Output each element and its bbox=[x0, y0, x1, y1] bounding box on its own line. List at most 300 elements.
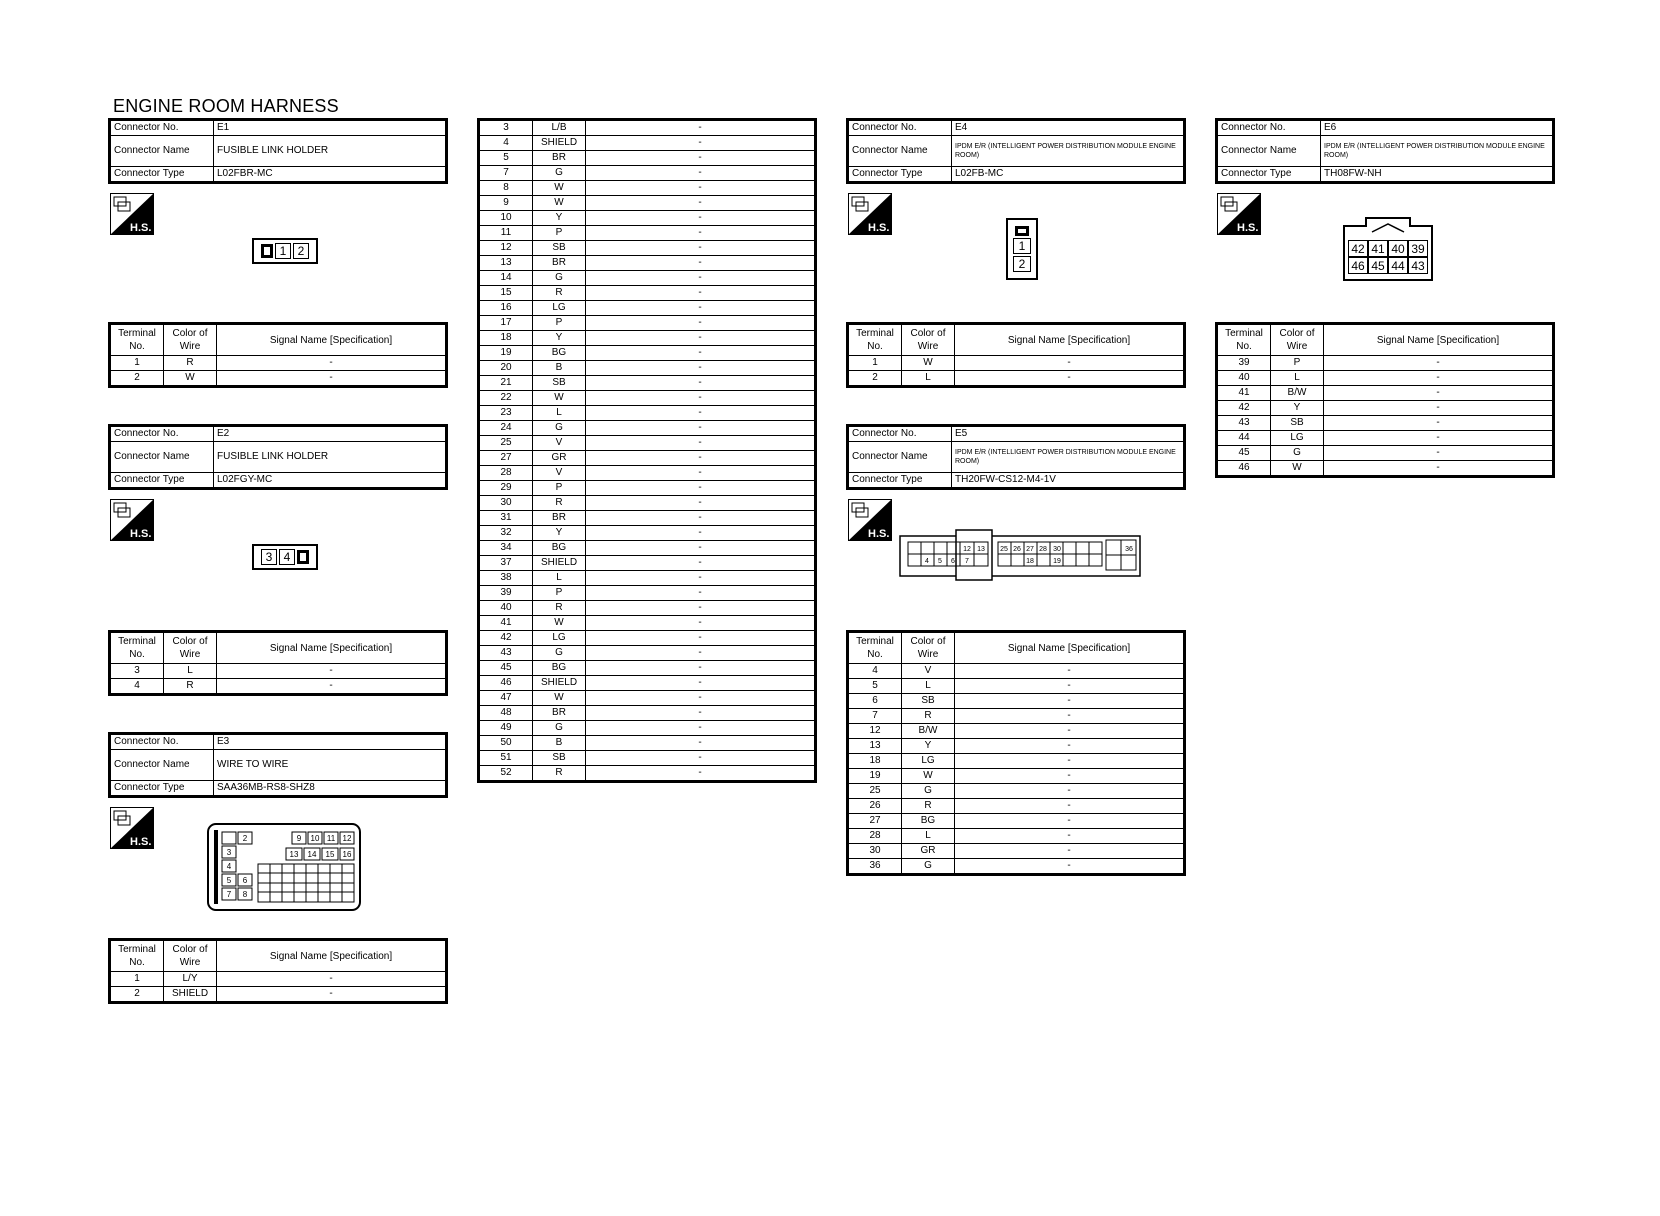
signal-name: - bbox=[217, 664, 447, 679]
terminal-no: 52 bbox=[479, 766, 533, 782]
wire-color: Y bbox=[902, 739, 955, 754]
table-row bbox=[848, 754, 1185, 769]
wire-color: W bbox=[902, 769, 955, 784]
terminal-no: 38 bbox=[479, 571, 533, 586]
wire-color: SHIELD bbox=[533, 556, 586, 571]
terminal-no: 2 bbox=[848, 371, 902, 387]
e2-name: FUSIBLE LINK HOLDER bbox=[214, 442, 447, 473]
terminal-no: 12 bbox=[848, 724, 902, 739]
wire-color: G bbox=[533, 271, 586, 286]
signal-name: - bbox=[586, 676, 816, 691]
table-row bbox=[1217, 431, 1554, 446]
terminal-no: 42 bbox=[479, 631, 533, 646]
svg-text:H.S.: H.S. bbox=[130, 528, 152, 540]
signal-name: - bbox=[1324, 446, 1554, 461]
label-connector-name: Connector Name bbox=[110, 442, 214, 473]
table-row bbox=[479, 541, 816, 556]
signal-name: - bbox=[955, 664, 1185, 679]
signal-name: - bbox=[217, 356, 447, 371]
label-signal-name: Signal Name [Specification] bbox=[955, 324, 1185, 356]
terminal-no: 5 bbox=[479, 151, 533, 166]
label-connector-type: Connector Type bbox=[1217, 167, 1321, 183]
label-connector-no: Connector No. bbox=[110, 426, 214, 442]
terminal-no: 13 bbox=[479, 256, 533, 271]
wire-color: P bbox=[533, 481, 586, 496]
terminal-no: 51 bbox=[479, 751, 533, 766]
table-row bbox=[848, 859, 1185, 875]
signal-name: - bbox=[586, 481, 816, 496]
svg-text:19: 19 bbox=[1053, 558, 1061, 565]
signal-name: - bbox=[586, 556, 816, 571]
signal-name: - bbox=[217, 371, 447, 387]
terminal-no: 45 bbox=[479, 661, 533, 676]
label-connector-no: Connector No. bbox=[848, 426, 952, 442]
e6-terminal-table bbox=[1215, 322, 1555, 478]
wire-color: P bbox=[533, 226, 586, 241]
wire-color: L bbox=[902, 679, 955, 694]
terminal-no: 42 bbox=[1217, 401, 1271, 416]
label-connector-type: Connector Type bbox=[110, 167, 214, 183]
wire-color: R bbox=[902, 709, 955, 724]
signal-name: - bbox=[955, 694, 1185, 709]
terminal-no: 3 bbox=[110, 664, 164, 679]
wire-color: B/W bbox=[1271, 386, 1324, 401]
e6-pin: 41 bbox=[1368, 240, 1388, 257]
terminal-no: 45 bbox=[1217, 446, 1271, 461]
signal-name: - bbox=[586, 286, 816, 301]
terminal-no: 39 bbox=[479, 586, 533, 601]
signal-name: - bbox=[586, 451, 816, 466]
table-row bbox=[848, 739, 1185, 754]
table-row bbox=[479, 556, 816, 571]
wire-color: G bbox=[533, 421, 586, 436]
terminal-no: 30 bbox=[848, 844, 902, 859]
signal-name: - bbox=[955, 769, 1185, 784]
table-row bbox=[479, 751, 816, 766]
terminal-no: 4 bbox=[479, 136, 533, 151]
table-row bbox=[479, 481, 816, 496]
terminal-no: 30 bbox=[479, 496, 533, 511]
table-row bbox=[848, 829, 1185, 844]
e2-no: E2 bbox=[214, 426, 447, 442]
hs-icon bbox=[848, 193, 892, 235]
connector-e3-info bbox=[108, 732, 448, 798]
wire-color: Y bbox=[1271, 401, 1324, 416]
svg-text:H.S.: H.S. bbox=[130, 836, 152, 848]
e6-pin: 44 bbox=[1388, 257, 1408, 274]
table-row bbox=[479, 181, 816, 196]
wire-color: SHIELD bbox=[164, 987, 217, 1003]
e3-no: E3 bbox=[214, 734, 447, 750]
signal-name: - bbox=[955, 799, 1185, 814]
table-row bbox=[479, 736, 816, 751]
label-color-of-wire: Color of Wire bbox=[902, 324, 955, 356]
wire-color: BR bbox=[533, 511, 586, 526]
table-row bbox=[479, 526, 816, 541]
terminal-no: 28 bbox=[848, 829, 902, 844]
table-row bbox=[848, 799, 1185, 814]
signal-name: - bbox=[586, 391, 816, 406]
wire-color: V bbox=[533, 466, 586, 481]
e3-continued-table bbox=[477, 118, 817, 783]
wire-color: Y bbox=[533, 331, 586, 346]
terminal-no: 49 bbox=[479, 721, 533, 736]
terminal-no: 9 bbox=[479, 196, 533, 211]
table-row bbox=[479, 676, 816, 691]
wire-color: L bbox=[902, 829, 955, 844]
table-row bbox=[479, 196, 816, 211]
terminal-no: 8 bbox=[479, 181, 533, 196]
e3-terminal-table bbox=[108, 938, 448, 1004]
wire-color: G bbox=[533, 721, 586, 736]
table-row bbox=[479, 706, 816, 721]
svg-text:4: 4 bbox=[226, 862, 232, 871]
table-row bbox=[479, 211, 816, 226]
wire-color: G bbox=[902, 784, 955, 799]
e3-name: WIRE TO WIRE bbox=[214, 750, 447, 781]
label-signal-name: Signal Name [Specification] bbox=[217, 940, 447, 972]
terminal-no: 1 bbox=[848, 356, 902, 371]
signal-name: - bbox=[586, 691, 816, 706]
connector-e4-info bbox=[846, 118, 1186, 184]
table-row bbox=[110, 371, 447, 387]
wire-color: L/B bbox=[533, 120, 586, 136]
label-connector-no: Connector No. bbox=[848, 120, 952, 136]
label-connector-type: Connector Type bbox=[110, 781, 214, 797]
table-row bbox=[848, 709, 1185, 724]
label-color-of-wire: Color of Wire bbox=[164, 940, 217, 972]
e4-type: L02FB-MC bbox=[952, 167, 1185, 183]
signal-name: - bbox=[586, 646, 816, 661]
label-connector-type: Connector Type bbox=[110, 473, 214, 489]
wire-color: R bbox=[533, 601, 586, 616]
table-row bbox=[479, 451, 816, 466]
wire-color: BR bbox=[533, 256, 586, 271]
label-connector-type: Connector Type bbox=[848, 473, 952, 489]
wire-color: SB bbox=[533, 751, 586, 766]
signal-name: - bbox=[586, 751, 816, 766]
signal-name: - bbox=[586, 361, 816, 376]
svg-text:7: 7 bbox=[226, 890, 232, 899]
wire-color: V bbox=[902, 664, 955, 679]
signal-name: - bbox=[955, 356, 1185, 371]
signal-name: - bbox=[955, 679, 1185, 694]
signal-name: - bbox=[586, 631, 816, 646]
wire-color: LG bbox=[902, 754, 955, 769]
signal-name: - bbox=[586, 271, 816, 286]
table-row bbox=[479, 376, 816, 391]
signal-name: - bbox=[955, 784, 1185, 799]
table-row bbox=[479, 661, 816, 676]
e6-name: IPDM E/R (INTELLIGENT POWER DISTRIBUTION MODULE ENGINE ROOM) bbox=[1324, 143, 1545, 159]
terminal-no: 12 bbox=[479, 241, 533, 256]
e3-connector-face bbox=[206, 822, 362, 912]
terminal-no: 6 bbox=[848, 694, 902, 709]
signal-name: - bbox=[586, 721, 816, 736]
wire-color: Y bbox=[533, 526, 586, 541]
table-row bbox=[848, 769, 1185, 784]
table-row bbox=[110, 972, 447, 987]
signal-name: - bbox=[586, 151, 816, 166]
table-row bbox=[1217, 371, 1554, 386]
wire-color: B bbox=[533, 736, 586, 751]
terminal-no: 21 bbox=[479, 376, 533, 391]
label-terminal-no: Terminal No. bbox=[1217, 324, 1271, 356]
label-connector-name: Connector Name bbox=[110, 136, 214, 167]
terminal-no: 25 bbox=[479, 436, 533, 451]
table-row bbox=[110, 664, 447, 679]
table-row bbox=[1217, 416, 1554, 431]
signal-name: - bbox=[1324, 386, 1554, 401]
svg-text:16: 16 bbox=[342, 850, 352, 859]
label-connector-name: Connector Name bbox=[848, 442, 952, 473]
e2-pin: 4 bbox=[279, 549, 295, 565]
svg-text:5: 5 bbox=[226, 876, 232, 885]
signal-name: - bbox=[955, 754, 1185, 769]
wire-color: R bbox=[902, 799, 955, 814]
terminal-no: 41 bbox=[1217, 386, 1271, 401]
terminal-no: 40 bbox=[1217, 371, 1271, 386]
signal-name: - bbox=[586, 601, 816, 616]
label-terminal-no: Terminal No. bbox=[110, 940, 164, 972]
terminal-no: 14 bbox=[479, 271, 533, 286]
svg-text:12: 12 bbox=[342, 834, 352, 843]
terminal-no: 2 bbox=[110, 987, 164, 1003]
wire-color: G bbox=[533, 646, 586, 661]
wire-color: W bbox=[902, 356, 955, 371]
wire-color: R bbox=[533, 286, 586, 301]
svg-text:H.S.: H.S. bbox=[868, 222, 890, 234]
wire-color: P bbox=[533, 586, 586, 601]
wire-color: BG bbox=[533, 541, 586, 556]
table-row bbox=[848, 784, 1185, 799]
e1-no: E1 bbox=[214, 120, 447, 136]
table-row bbox=[479, 286, 816, 301]
label-signal-name: Signal Name [Specification] bbox=[217, 632, 447, 664]
wire-color: R bbox=[533, 766, 586, 782]
wire-color: SB bbox=[533, 376, 586, 391]
wire-color: LG bbox=[533, 301, 586, 316]
signal-name: - bbox=[217, 972, 447, 987]
wire-color: P bbox=[1271, 356, 1324, 371]
terminal-no: 43 bbox=[1217, 416, 1271, 431]
table-row bbox=[848, 664, 1185, 679]
wire-color: W bbox=[533, 196, 586, 211]
terminal-no: 28 bbox=[479, 466, 533, 481]
wire-color: L bbox=[902, 371, 955, 387]
signal-name: - bbox=[586, 541, 816, 556]
terminal-no: 46 bbox=[479, 676, 533, 691]
table-row bbox=[479, 120, 816, 136]
e6-type: TH08FW-NH bbox=[1321, 167, 1554, 183]
svg-text:12: 12 bbox=[963, 546, 971, 553]
signal-name: - bbox=[586, 436, 816, 451]
table-row bbox=[479, 361, 816, 376]
terminal-no: 3 bbox=[479, 120, 533, 136]
hs-icon bbox=[110, 807, 154, 849]
terminal-no: 19 bbox=[479, 346, 533, 361]
terminal-no: 13 bbox=[848, 739, 902, 754]
wire-color: W bbox=[533, 181, 586, 196]
terminal-no: 26 bbox=[848, 799, 902, 814]
signal-name: - bbox=[955, 709, 1185, 724]
svg-text:25: 25 bbox=[1000, 546, 1008, 553]
terminal-no: 23 bbox=[479, 406, 533, 421]
terminal-no: 19 bbox=[848, 769, 902, 784]
wire-color: BG bbox=[533, 346, 586, 361]
signal-name: - bbox=[1324, 371, 1554, 386]
terminal-no: 18 bbox=[848, 754, 902, 769]
e2-type: L02FGY-MC bbox=[214, 473, 447, 489]
table-row bbox=[848, 724, 1185, 739]
e2-pin: 3 bbox=[261, 549, 277, 565]
table-row bbox=[479, 241, 816, 256]
wire-color: BR bbox=[533, 706, 586, 721]
signal-name: - bbox=[586, 496, 816, 511]
signal-name: - bbox=[586, 196, 816, 211]
signal-name: - bbox=[217, 987, 447, 1003]
signal-name: - bbox=[586, 661, 816, 676]
table-row bbox=[479, 586, 816, 601]
svg-text:15: 15 bbox=[325, 850, 335, 859]
e4-connector-face bbox=[1006, 218, 1038, 280]
svg-text:27: 27 bbox=[1026, 546, 1034, 553]
svg-text:5: 5 bbox=[938, 558, 942, 565]
signal-name: - bbox=[955, 724, 1185, 739]
svg-text:18: 18 bbox=[1026, 558, 1034, 565]
wire-color: R bbox=[164, 679, 217, 695]
table-row bbox=[848, 356, 1185, 371]
signal-name: - bbox=[1324, 401, 1554, 416]
terminal-no: 29 bbox=[479, 481, 533, 496]
signal-name: - bbox=[586, 211, 816, 226]
svg-text:9: 9 bbox=[296, 834, 302, 843]
e6-pin: 40 bbox=[1388, 240, 1408, 257]
e1-connector-face bbox=[252, 238, 318, 264]
signal-name: - bbox=[586, 586, 816, 601]
signal-name: - bbox=[1324, 431, 1554, 446]
table-row bbox=[479, 316, 816, 331]
signal-name: - bbox=[586, 571, 816, 586]
wire-color: R bbox=[164, 356, 217, 371]
signal-name: - bbox=[586, 421, 816, 436]
e6-no: E6 bbox=[1321, 120, 1554, 136]
table-row bbox=[848, 371, 1185, 387]
wire-color: W bbox=[164, 371, 217, 387]
terminal-no: 4 bbox=[848, 664, 902, 679]
terminal-no: 25 bbox=[848, 784, 902, 799]
terminal-no: 44 bbox=[1217, 431, 1271, 446]
signal-name: - bbox=[586, 346, 816, 361]
terminal-no: 22 bbox=[479, 391, 533, 406]
table-row bbox=[479, 616, 816, 631]
terminal-no: 16 bbox=[479, 301, 533, 316]
terminal-no: 40 bbox=[479, 601, 533, 616]
signal-name: - bbox=[955, 829, 1185, 844]
e4-name: IPDM E/R (INTELLIGENT POWER DISTRIBUTION MODULE ENGINE ROOM) bbox=[955, 143, 1176, 159]
e6-connector-face bbox=[1342, 216, 1434, 282]
table-row bbox=[479, 436, 816, 451]
label-terminal-no: Terminal No. bbox=[110, 632, 164, 664]
e1-pin: 1 bbox=[275, 243, 291, 259]
terminal-no: 39 bbox=[1217, 356, 1271, 371]
terminal-no: 10 bbox=[479, 211, 533, 226]
wire-color: SB bbox=[533, 241, 586, 256]
signal-name: - bbox=[586, 766, 816, 782]
label-connector-no: Connector No. bbox=[110, 120, 214, 136]
table-row bbox=[479, 721, 816, 736]
wire-color: W bbox=[533, 616, 586, 631]
terminal-no: 34 bbox=[479, 541, 533, 556]
signal-name: - bbox=[217, 679, 447, 695]
table-row bbox=[848, 679, 1185, 694]
table-row bbox=[1217, 401, 1554, 416]
signal-name: - bbox=[586, 226, 816, 241]
e4-no: E4 bbox=[952, 120, 1185, 136]
svg-text:3: 3 bbox=[226, 848, 232, 857]
hs-icon bbox=[848, 499, 892, 541]
svg-text:8: 8 bbox=[242, 890, 248, 899]
svg-text:4: 4 bbox=[925, 558, 929, 565]
table-row bbox=[479, 271, 816, 286]
signal-name: - bbox=[586, 736, 816, 751]
label-connector-no: Connector No. bbox=[110, 734, 214, 750]
table-row bbox=[479, 331, 816, 346]
label-color-of-wire: Color of Wire bbox=[1271, 324, 1324, 356]
terminal-no: 37 bbox=[479, 556, 533, 571]
label-signal-name: Signal Name [Specification] bbox=[217, 324, 447, 356]
table-row bbox=[1217, 446, 1554, 461]
signal-name: - bbox=[586, 120, 816, 136]
signal-name: - bbox=[586, 466, 816, 481]
label-color-of-wire: Color of Wire bbox=[902, 632, 955, 664]
signal-name: - bbox=[586, 301, 816, 316]
label-connector-name: Connector Name bbox=[848, 136, 952, 167]
terminal-no: 43 bbox=[479, 646, 533, 661]
signal-name: - bbox=[586, 316, 816, 331]
e5-terminal-table bbox=[846, 630, 1186, 876]
label-signal-name: Signal Name [Specification] bbox=[1324, 324, 1554, 356]
e6-pin: 39 bbox=[1408, 240, 1428, 257]
table-row bbox=[479, 631, 816, 646]
table-row bbox=[848, 844, 1185, 859]
wire-color: V bbox=[533, 436, 586, 451]
e5-name: IPDM E/R (INTELLIGENT POWER DISTRIBUTION MODULE ENGINE ROOM) bbox=[955, 449, 1176, 465]
e5-connector-face bbox=[898, 528, 1144, 582]
terminal-no: 18 bbox=[479, 331, 533, 346]
wire-color: BG bbox=[533, 661, 586, 676]
svg-text:6: 6 bbox=[242, 876, 248, 885]
terminal-no: 1 bbox=[110, 356, 164, 371]
table-row bbox=[479, 601, 816, 616]
e5-type: TH20FW-CS12-M4-1V bbox=[952, 473, 1185, 489]
table-row bbox=[110, 356, 447, 371]
wire-color: SB bbox=[902, 694, 955, 709]
wire-color: P bbox=[533, 316, 586, 331]
terminal-no: 47 bbox=[479, 691, 533, 706]
e1-name: FUSIBLE LINK HOLDER bbox=[214, 136, 447, 167]
terminal-no: 17 bbox=[479, 316, 533, 331]
connector-e1-info bbox=[108, 118, 448, 184]
terminal-no: 5 bbox=[848, 679, 902, 694]
e2-terminal-table bbox=[108, 630, 448, 696]
connector-e6-info bbox=[1215, 118, 1555, 184]
svg-text:H.S.: H.S. bbox=[868, 528, 890, 540]
label-terminal-no: Terminal No. bbox=[848, 324, 902, 356]
signal-name: - bbox=[586, 181, 816, 196]
signal-name: - bbox=[955, 859, 1185, 875]
hs-icon bbox=[110, 193, 154, 235]
